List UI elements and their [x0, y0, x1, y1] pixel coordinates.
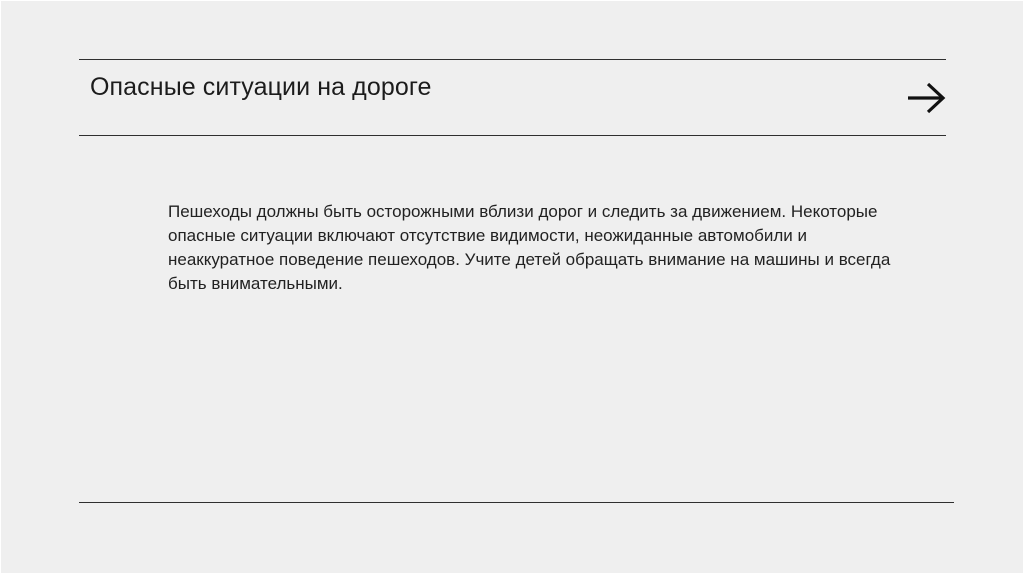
- bottom-divider: [79, 502, 954, 503]
- arrow-right-icon[interactable]: [905, 81, 947, 115]
- title-divider: [79, 135, 946, 136]
- slide-title: Опасные ситуации на дороге: [90, 73, 432, 101]
- top-divider: [79, 59, 946, 60]
- slide: [1, 1, 1023, 573]
- body-paragraph: Пешеходы должны быть осторожными вблизи дорог и следить за движением. Некоторые опасные ситуации включают отсутствие видимости, неожиданные автомобили и неаккуратное поведение пешеходов. Учите детей обращать внимание на машины и всегда быть внимательными.: [168, 202, 891, 293]
